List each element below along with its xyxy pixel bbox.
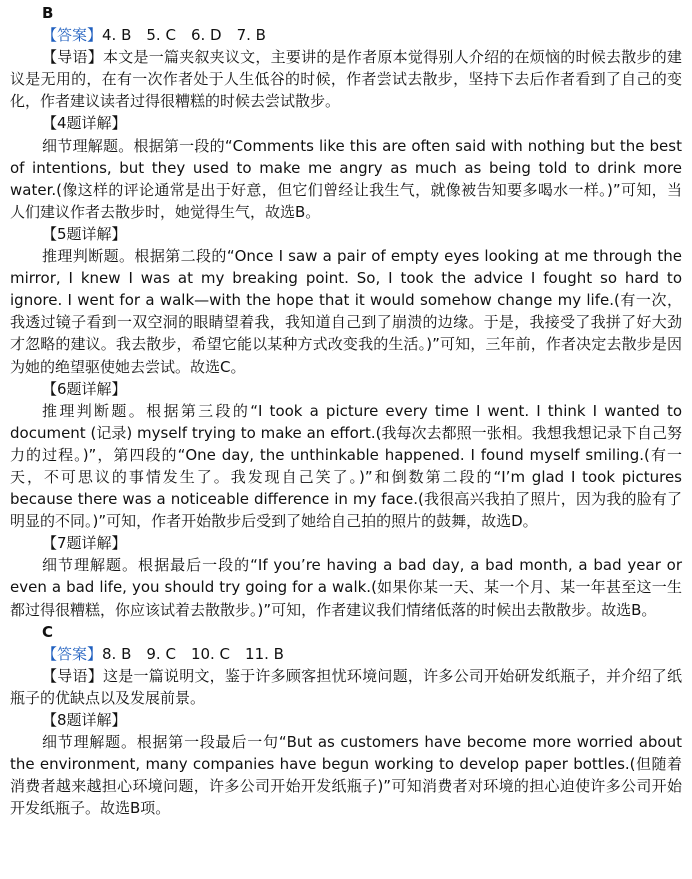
answer-label: 【答案】 xyxy=(42,26,103,45)
answer-line xyxy=(10,643,682,665)
item-explanation: 细节理解题。根据第一段最后一句“But as customers have become more worried about the environment, many companies have begun working to develop paper bottles.(但随着消费者越来越担心环境问题，许多公司开始开发纸瓶子)”可知消费者对环境的担心迫使许多公司开始开发纸瓶子。故选B项。 xyxy=(10,733,682,818)
intro-text: 本文是一篇夹叙夹议文，主要讲的是作者原本觉得别人介绍的在烦恼的时候去散步的建议是无用的，在有一次作者处于人生低谷的时候，作者尝试去散步，坚持下去后作者看到了自己的变化，作者建议读者过得很糟糕的时候去尝试散步。 xyxy=(10,48,682,111)
item-title: 【7题详解】 xyxy=(42,534,127,553)
intro-text: 这是一篇说明文，鉴于许多顾客担忧环境问题，许多公司开始研发纸瓶子，并介绍了纸瓶子的优缺点以及发展前景。 xyxy=(10,666,682,707)
section-letter: C xyxy=(42,622,54,641)
answer-values: 8. B 9. C 10. C 11. B xyxy=(102,644,284,663)
item-explanation: 细节理解题。根据最后一段的“If you’re having a bad day, a bad month, a bad year or even a bad life, you should try going for a walk.(如果你某一天、某一个月、某一年甚至这一生都过得很糟糕，你应该试着去散散步。)”可知，作者建议我们情绪低落的时候出去散散步。故选B。 xyxy=(10,556,682,619)
section-letter: B xyxy=(42,4,54,22)
item-explanation: 细节理解题。根据第一段的“Comments like this are often said with nothing but the best of intentions, but they used to make me angry as much as being told to drink more water.(像这样的评论通常是出于好意，但它们曾经让我生气，就像被告知要多喝水一样。)”可知，当人们建议作者去散步时，她觉得生气，故选B。 xyxy=(10,136,682,221)
intro-label: 【导语】 xyxy=(42,48,103,67)
intro-label: 【导语】 xyxy=(42,666,103,685)
item-title: 【6题详解】 xyxy=(42,379,127,398)
intro-paragraph xyxy=(10,46,682,112)
answer-values: 4. B 5. C 6. D 7. B xyxy=(102,26,266,45)
answer-label: 【答案】 xyxy=(42,644,103,663)
item-explanation: 推理判断题。根据第三段的“I took a picture every time I went. I think I wanted to document (记录) myself trying to make an effort.(我每次去都照一张相。我想我想记录下自己努力的过程。)”，第四段的“One day, the unthinkable happened. I found myself smiling.(有一天，不可思议的事情发生了。我发现自己笑了。)”和倒数第二段的“I’m glad I took pictures because there was a noticeable difference in my face.(我很高兴我拍了照片，因为我的脸有了明显的不同。)”可知，作者开始散步后受到了她给自己拍的照片的鼓舞，故选D。 xyxy=(10,401,682,531)
answer-line xyxy=(10,24,682,46)
intro-paragraph xyxy=(10,665,682,709)
item-title: 【4题详解】 xyxy=(42,114,127,133)
item-title: 【8题详解】 xyxy=(42,711,127,729)
item-explanation: 推理判断题。根据第二段的“Once I saw a pair of empty eyes looking at me through the mirror, I knew I was at my breaking point. So, I took the advice I fought so hard to ignore. I went for a walk—with the hope that it would somehow change my life.(有一次，我透过镜子看到一双空洞的眼睛望着我，我知道自己到了崩溃的边缘。于是，我接受了我拼了好大劲才忽略的建议。我去散步，希望它能以某种方式改变我的生活。)”可知，三年前，作者决定去散步是因为她的绝望驱使她去尝试。故选C。 xyxy=(10,247,682,376)
item-title: 【5题详解】 xyxy=(42,224,127,243)
